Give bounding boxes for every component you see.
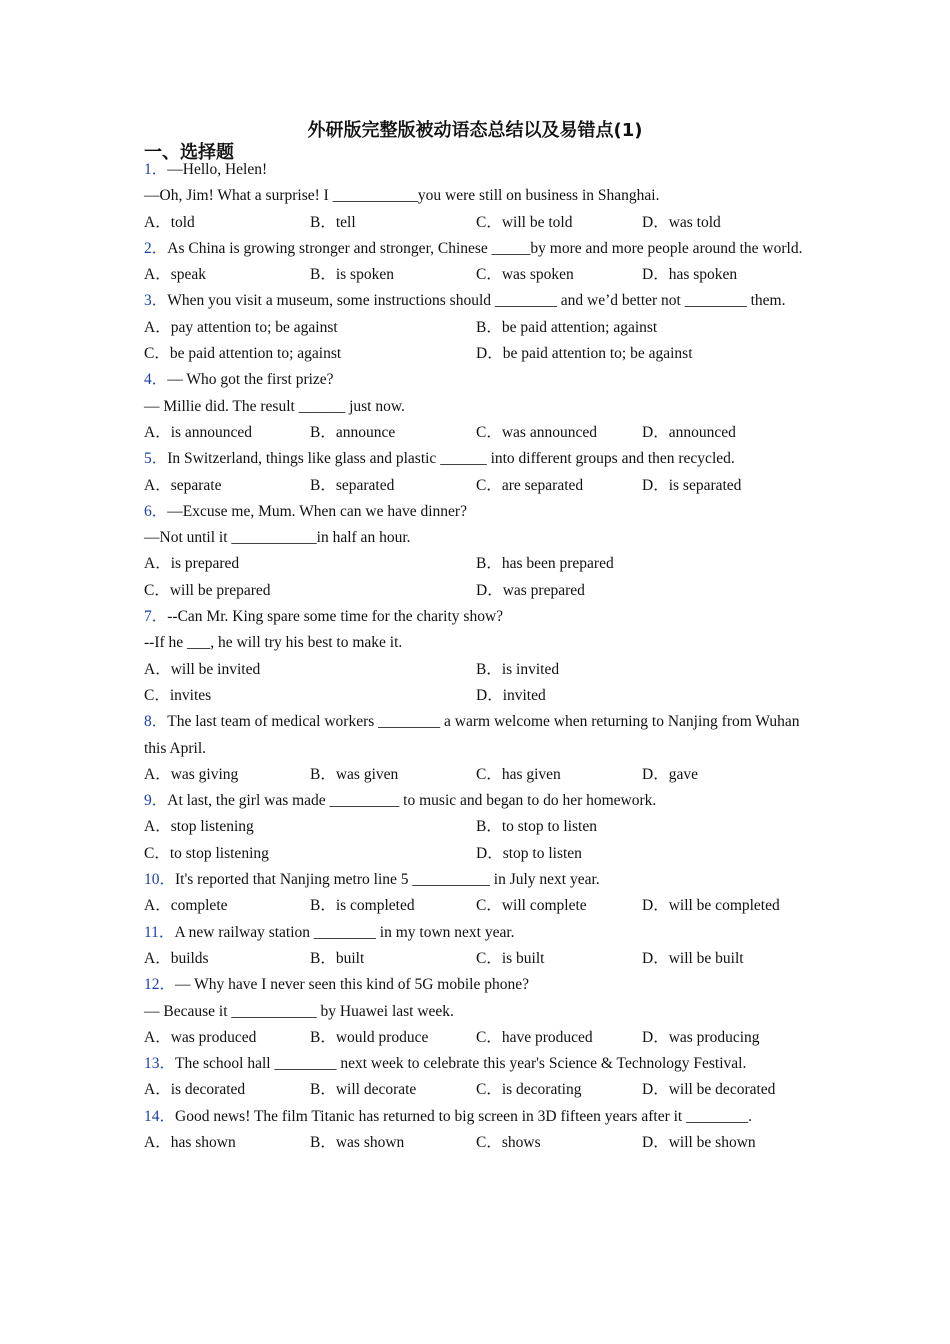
option-c: C．to stop listening xyxy=(144,844,269,862)
option-b: B．announce xyxy=(310,423,396,441)
option-d: D．stop to listen xyxy=(476,844,582,862)
option-b: B．would produce xyxy=(310,1028,429,1046)
option-c: C．was spoken xyxy=(476,266,574,284)
question-stem-line: —Oh, Jim! What a surprise! I ___________you were still on business in Shanghai. xyxy=(144,187,660,205)
options xyxy=(144,1077,808,1103)
option-d: D．be paid attention to; be against xyxy=(476,345,693,363)
options xyxy=(144,420,808,446)
option-a: A．separate xyxy=(144,476,222,494)
options xyxy=(144,946,808,972)
option-a: A．builds xyxy=(144,949,209,967)
question-stem: 11．A new railway station ________ in my town next year. xyxy=(144,923,515,941)
question-number: 2． xyxy=(144,239,168,257)
option-d: D．was prepared xyxy=(476,581,585,599)
section-heading: 一、选择题 xyxy=(144,142,234,163)
question-number: 10． xyxy=(144,871,176,889)
question-stem-line: —Not until it ___________in half an hour. xyxy=(144,529,411,547)
question-number: 8． xyxy=(144,713,168,731)
question-stem: 6．—Excuse me, Mum. When can we have dinner? xyxy=(144,502,467,520)
option-d: D．will be built xyxy=(642,949,744,967)
option-c: C．is decorating xyxy=(476,1081,582,1099)
question-number: 4． xyxy=(144,371,168,389)
option-d: D．was told xyxy=(642,213,721,231)
option-d: D．will be decorated xyxy=(642,1081,776,1099)
option-c: C．has given xyxy=(476,765,561,783)
option-a: A．stop listening xyxy=(144,818,254,836)
options xyxy=(144,210,808,236)
question-number: 12． xyxy=(144,976,176,994)
options xyxy=(144,814,808,840)
question-stem-line: — Because it ___________ by Huawei last week. xyxy=(144,1002,454,1020)
question-number: 7． xyxy=(144,608,168,626)
option-c: C．shows xyxy=(476,1133,541,1151)
question-stem: 9．At last, the girl was made _________ to music and began to do her homework. xyxy=(144,792,657,810)
document-title: 外研版完整版被动语态总结以及易错点(1) xyxy=(307,120,643,141)
option-b: B．built xyxy=(310,949,365,967)
options xyxy=(144,341,808,367)
option-a: A．will be invited xyxy=(144,660,261,678)
option-c: C．was announced xyxy=(476,423,597,441)
option-d: D．has spoken xyxy=(642,266,738,284)
option-b: B．tell xyxy=(310,213,356,231)
option-a: A．complete xyxy=(144,897,228,915)
options xyxy=(144,551,808,577)
option-a: A．is decorated xyxy=(144,1081,246,1099)
option-d: D．will be shown xyxy=(642,1133,756,1151)
question-number: 9． xyxy=(144,792,168,810)
question-number: 13． xyxy=(144,1055,176,1073)
question-number: 1． xyxy=(144,161,168,178)
option-b: B．be paid attention; against xyxy=(476,318,658,336)
question-stem: 10．It's reported that Nanjing metro line 5 __________ in July next year. xyxy=(144,871,600,889)
option-d: D．is separated xyxy=(642,476,742,494)
options xyxy=(144,1130,808,1156)
question-number: 6． xyxy=(144,502,168,520)
option-d: D．announced xyxy=(642,423,736,441)
option-a: A．speak xyxy=(144,266,206,284)
options xyxy=(144,683,808,709)
option-c: C．is built xyxy=(476,949,545,967)
question-stem: 4．— Who got the first prize? xyxy=(144,371,334,389)
question-stem: 2．As China is growing stronger and stronger, Chinese _____by more and more people around the world. xyxy=(144,239,803,257)
question-stem: 13．The school hall ________ next week to celebrate this year's Science & Technology Festival. xyxy=(144,1055,747,1073)
question-number: 3． xyxy=(144,292,168,310)
option-c: C．will be told xyxy=(476,213,573,231)
question-number: 5． xyxy=(144,450,168,468)
question-stem: 5．In Switzerland, things like glass and plastic ______ into different groups and then recycled. xyxy=(144,450,735,468)
option-a: A．is announced xyxy=(144,423,253,441)
question-stem: 7．--Can Mr. King spare some time for the charity show? xyxy=(144,608,504,626)
option-b: B．to stop to listen xyxy=(476,818,597,836)
question-stem: 3．When you visit a museum, some instructions should ________ and we’d better not ________ them. xyxy=(144,292,786,310)
options xyxy=(144,315,808,341)
option-a: A．is prepared xyxy=(144,555,240,573)
option-a: A．was produced xyxy=(144,1028,257,1046)
option-c: C．will complete xyxy=(476,897,587,915)
options xyxy=(144,578,808,604)
question-stem: 1．—Hello, Helen! xyxy=(144,161,268,178)
option-a: A．told xyxy=(144,213,195,231)
option-c: C．be paid attention to; against xyxy=(144,345,342,363)
question-list xyxy=(144,157,808,1156)
question-stem: 8．The last team of medical workers ________ a warm welcome when returning to Nanjing from Wuhan this April. xyxy=(144,713,800,757)
option-b: B．is spoken xyxy=(310,266,394,284)
option-b: B．will decorate xyxy=(310,1081,417,1099)
option-a: A．has shown xyxy=(144,1133,236,1151)
options xyxy=(144,1025,808,1051)
option-c: C．have produced xyxy=(476,1028,593,1046)
option-b: B．was shown xyxy=(310,1133,405,1151)
option-b: B．is completed xyxy=(310,897,415,915)
question-stem-line: — Millie did. The result ______ just now. xyxy=(144,397,405,415)
option-a: A．pay attention to; be against xyxy=(144,318,338,336)
options xyxy=(144,262,808,288)
question-number: 14． xyxy=(144,1107,176,1125)
option-c: C．are separated xyxy=(476,476,584,494)
options xyxy=(144,657,808,683)
option-d: D．will be completed xyxy=(642,897,780,915)
options xyxy=(144,762,808,788)
option-c: C．will be prepared xyxy=(144,581,271,599)
option-d: D．was producing xyxy=(642,1028,760,1046)
option-b: B．is invited xyxy=(476,660,560,678)
option-d: D．invited xyxy=(476,686,546,704)
question-number: 11． xyxy=(144,923,175,941)
option-b: B．has been prepared xyxy=(476,555,614,573)
option-b: B．was given xyxy=(310,765,399,783)
options xyxy=(144,473,808,499)
question-stem: 12．— Why have I never seen this kind of 5G mobile phone? xyxy=(144,976,529,994)
question-stem-line: --If he ___, he will try his best to make it. xyxy=(144,634,403,652)
option-b: B．separated xyxy=(310,476,395,494)
option-d: D．gave xyxy=(642,765,698,783)
question-stem: 14．Good news! The film Titanic has returned to big screen in 3D fifteen years after it ________. xyxy=(144,1107,752,1125)
option-a: A．was giving xyxy=(144,765,239,783)
options xyxy=(144,893,808,919)
option-c: C．invites xyxy=(144,686,212,704)
options xyxy=(144,841,808,867)
